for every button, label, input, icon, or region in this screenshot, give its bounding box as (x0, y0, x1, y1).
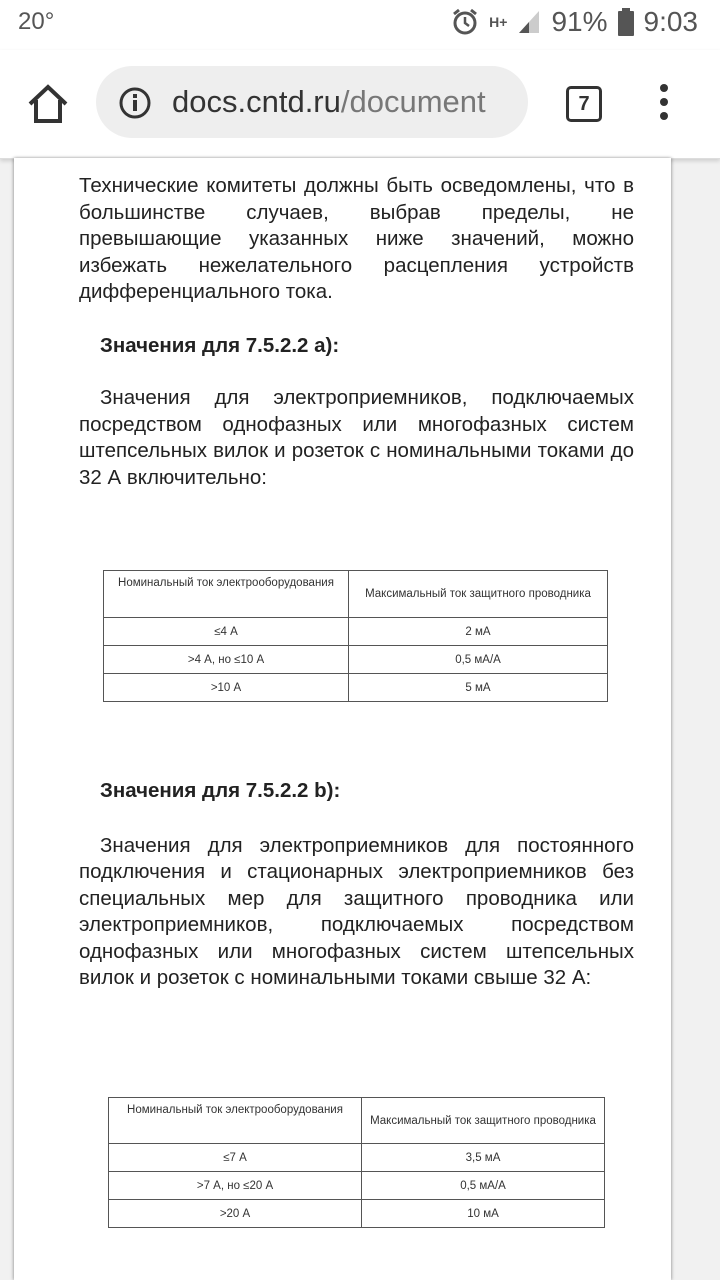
table-a (103, 570, 608, 702)
table-row (109, 1172, 605, 1200)
more-menu-icon[interactable] (658, 84, 670, 124)
table-header-row (109, 1098, 605, 1144)
table-header: Номинальный ток электрооборудования (104, 571, 349, 618)
table-header-row (104, 571, 608, 618)
table-row (109, 1200, 605, 1228)
table-cell: ≤7 А (109, 1144, 362, 1172)
status-bar (0, 0, 720, 50)
tab-switcher-button[interactable]: 7 (566, 86, 602, 122)
heading-b: Значения для 7.5.2.2 b): (100, 779, 341, 802)
address-bar[interactable] (96, 66, 528, 138)
heading-a: Значения для 7.5.2.2 a): (100, 333, 340, 357)
paragraph-a: Значения для электроприемников, подключаемых посредством однофазных или многофазных систем штепсельных вилок и розеток с номинальными токами до 32 А включительно: (79, 386, 634, 489)
table-cell: 10 мА (362, 1200, 605, 1228)
table-cell: 0,5 мА/А (362, 1172, 605, 1200)
table-header: Номинальный ток электрооборудования (109, 1098, 362, 1144)
browser-toolbar (0, 50, 720, 159)
table-row (104, 646, 608, 674)
table-cell: 3,5 мА (362, 1144, 605, 1172)
intro-paragraph: Технические комитеты должны быть осведомлены, что в большинстве случаев, выбрав пределы, не превышающие указанных ниже значений, можно избежать нежелательного расцепления устройств дифференциального тока. (79, 174, 634, 303)
table-header: Максимальный ток защитного проводника (362, 1098, 605, 1144)
table-cell: ≤4 А (104, 618, 349, 646)
table-cell: >7 А, но ≤20 А (109, 1172, 362, 1200)
table-row (104, 674, 608, 702)
table-cell: >10 А (104, 674, 349, 702)
table-header: Максимальный ток защитного проводника (349, 571, 608, 618)
clock: 9:03 (643, 6, 698, 37)
table-b (108, 1097, 605, 1228)
home-icon[interactable] (26, 82, 70, 126)
table-cell: 0,5 мА/А (349, 646, 608, 674)
url-path: /document (340, 84, 486, 119)
url-host: docs.cntd.ru (172, 84, 341, 119)
document-page (14, 158, 671, 1280)
battery-percent: 91% (551, 6, 608, 37)
network-type: H+ (489, 14, 508, 30)
signal-icon (517, 9, 541, 35)
table-row (109, 1144, 605, 1172)
url-text[interactable] (172, 84, 486, 120)
battery-icon (618, 8, 634, 36)
alarm-icon (451, 8, 479, 36)
temperature-indicator: 20° (18, 8, 55, 35)
table-cell: 2 мА (349, 618, 608, 646)
info-icon[interactable] (118, 86, 152, 120)
table-cell: >20 А (109, 1200, 362, 1228)
table-cell: >4 А, но ≤10 А (104, 646, 349, 674)
paragraph-b: Значения для электроприемников для постоянного подключения и стационарных электроприемников без специальных мер для защитного проводника или электроприемников, подключаемых посредством однофазных или многофазных систем штепсельных вилок и розеток с номинальными токами свыше 32 А: (79, 833, 634, 989)
table-cell: 5 мА (349, 674, 608, 702)
table-row (104, 618, 608, 646)
